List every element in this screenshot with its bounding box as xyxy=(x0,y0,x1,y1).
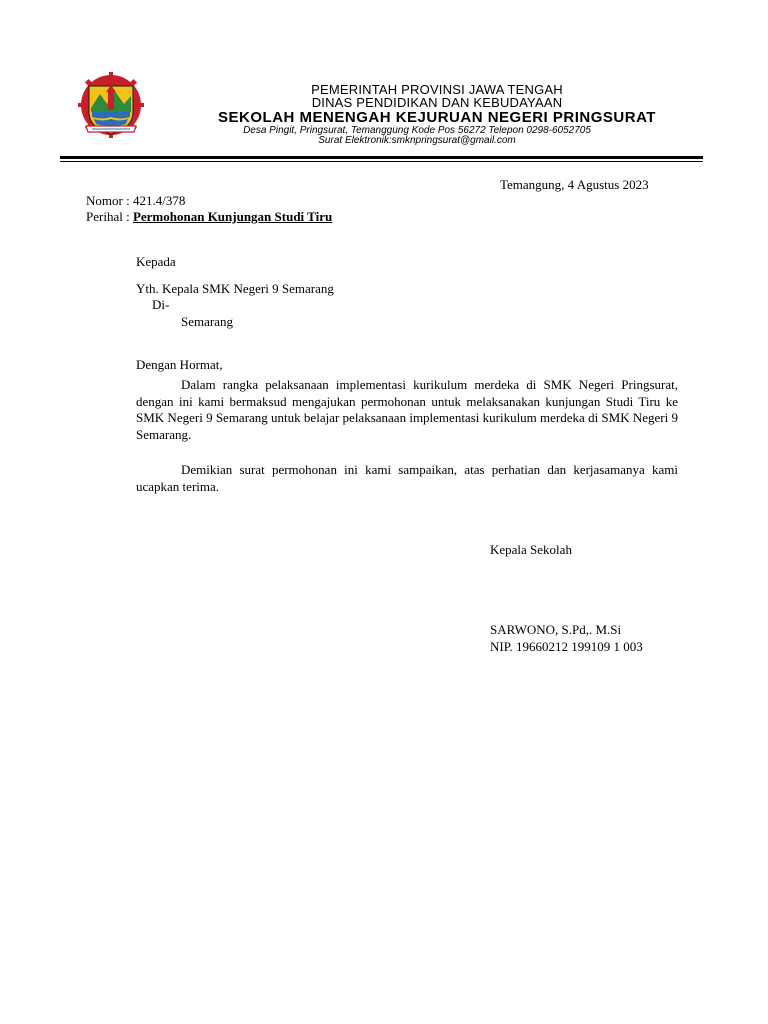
letter-number xyxy=(86,193,185,209)
letter-number-label: Nomor : xyxy=(86,193,133,208)
signer-name: SARWONO, S.Pd,. M.Si xyxy=(490,622,622,637)
recipient-city: Semarang xyxy=(181,314,233,329)
letterhead-address: Desa Pingit, Pringsurat, Temanggung Kode Pos 56272 Telepon 0298-6052705 xyxy=(243,125,591,136)
greeting: Dengan Hormat, xyxy=(136,357,223,372)
letter-subject-value: Permohonan Kunjungan Studi Tiru xyxy=(132,209,333,224)
body-paragraph-1: Dalam rangka pelaksanaan implementasi kurikulum merdeka di SMK Negeri Pringsurat, dengan ini kami bermaksud mengajukan permohonan untuk melaksanakan kunjungan Studi Tiru ke SMK Negeri 9 Semarang untuk belajar pelaksanaan implementasi kurikulum merdeka di SMK Negeri 9 Semarang. xyxy=(136,377,678,442)
letter-number-value: 421.4/378 xyxy=(132,193,186,208)
letter-subject xyxy=(86,209,332,225)
signer-title: Kepala Sekolah xyxy=(490,542,572,557)
recipient-to-label: Kepada xyxy=(136,254,176,269)
letterhead-rule-thin xyxy=(60,161,703,162)
recipient-di: Di- xyxy=(152,297,170,312)
letterhead-government: PEMERINTAH PROVINSI JAWA TENGAH xyxy=(311,82,563,97)
letter-date: Temangung, 4 Agustus 2023 xyxy=(500,177,649,192)
body-paragraph-2: Demikian surat permohonan ini kami sampaikan, atas perhatian dan kerjasamanya kami ucapkan terima. xyxy=(136,462,678,494)
letterhead-email: Surat Elektronik:smknpringsurat@gmail.com xyxy=(318,135,516,146)
letterhead-rule-thick xyxy=(60,156,703,159)
recipient-name: Yth. Kepala SMK Negeri 9 Semarang xyxy=(136,281,334,296)
letterhead-school-name: SEKOLAH MENENGAH KEJURUAN NEGERI PRINGSURAT xyxy=(218,109,656,126)
signer-nip: NIP. 19660212 199109 1 003 xyxy=(490,639,643,654)
letterhead-department: DINAS PENDIDIKAN DAN KEBUDAYAAN xyxy=(311,95,563,110)
letter-subject-label: Perihal : xyxy=(86,209,133,224)
